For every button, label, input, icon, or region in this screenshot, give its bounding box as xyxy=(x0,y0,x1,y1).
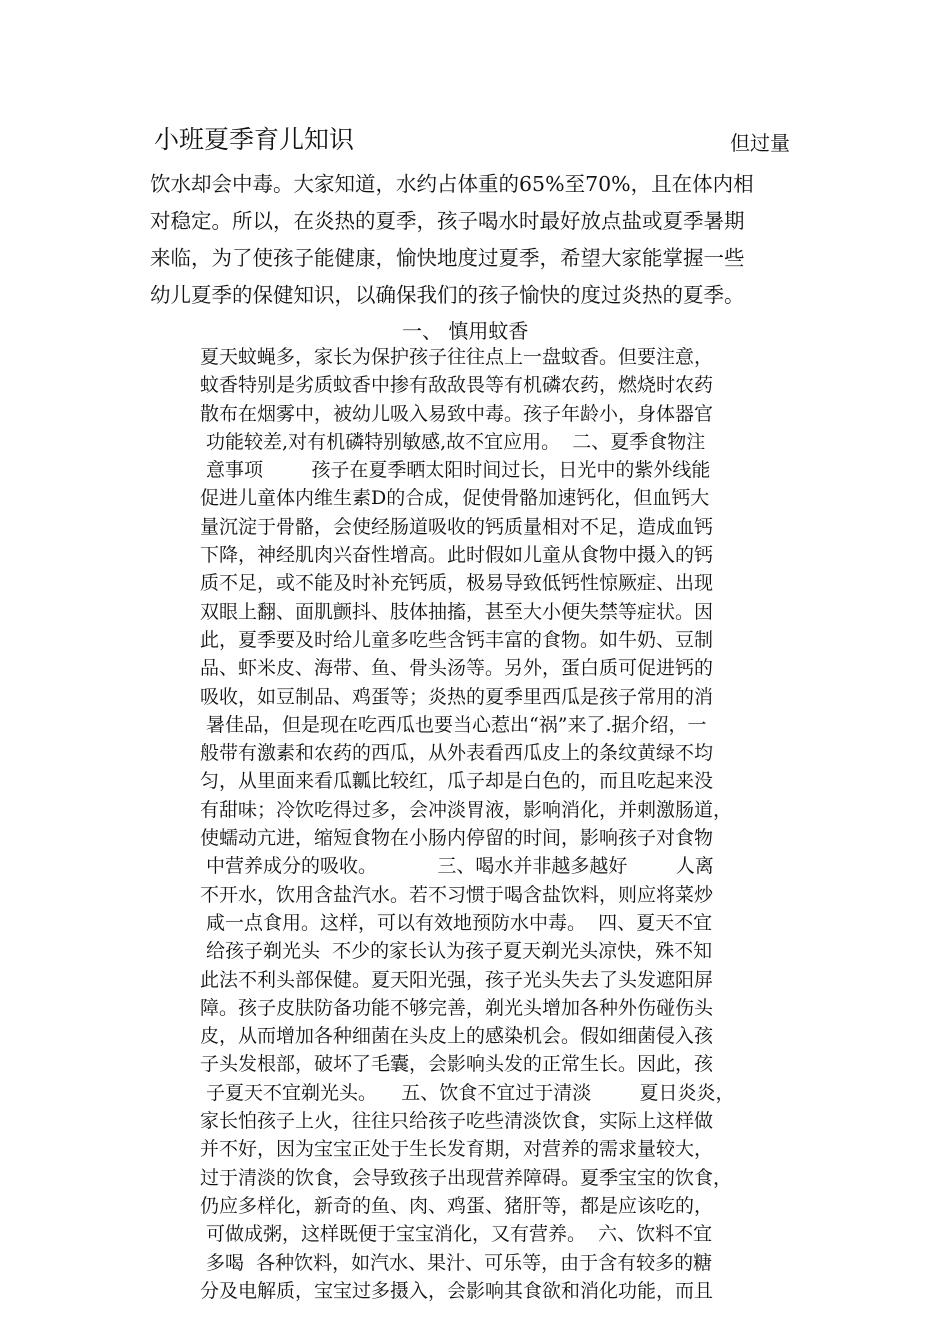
body-line: 中营养成分的吸收。 三、喝水并非越多越好 人离 xyxy=(200,855,714,878)
body-line: 散布在烟雾中，被幼儿吸入易致中毒。孩子年龄小，身体器官 xyxy=(200,402,714,425)
intro-line: 来临，为了使孩子能健康，愉快地度过夏季，希望大家能掌握一些 xyxy=(150,246,745,270)
intro-line: 对稳定。所以，在炎热的夏季，孩子喝水时最好放点盐或夏季暑期 xyxy=(150,209,745,233)
body-line: 子头发根部，破坏了毛囊，会影响头发的正常生长。因此，孩 xyxy=(200,1053,714,1076)
body-line: 暑佳品，但是现在吃西瓜也要当心惹出“祸”来了.据介绍，一 xyxy=(200,713,707,736)
body-line: 并不好，因为宝宝正处于生长发育期，对营养的需求量较大， xyxy=(200,1138,714,1161)
body-line: 质不足，或不能及时补充钙质，极易导致低钙性惊厥症、出现 xyxy=(200,572,714,595)
body-line: 此法不利头部保健。夏天阳光强，孩子光头失去了头发遮阳屏 xyxy=(200,968,714,991)
body-text xyxy=(200,343,820,1305)
document-title: 小班夏季育儿知识 xyxy=(154,125,355,154)
body-line: 般带有激素和农药的西瓜，从外表看西瓜皮上的条纹黄绿不均 xyxy=(200,742,714,765)
body-line: 吸收，如豆制品、鸡蛋等；炎热的夏季里西瓜是孩子常用的消 xyxy=(200,685,714,708)
body-line: 不开水，饮用含盐汽水。若不习惯于喝含盐饮料，则应将菜炒 xyxy=(200,883,714,906)
body-line: 多喝 各种饮料，如汽水、果汁、可乐等，由于含有较多的糖 xyxy=(200,1251,713,1274)
intro-line: 幼儿夏季的保健知识，以确保我们的孩子愉快的度过炎热的夏季。 xyxy=(150,283,745,307)
body-line: 使蠕动亢进，缩短食物在小肠内停留的时间，影响孩子对食物 xyxy=(200,827,714,850)
title-right-fragment: 但过量 xyxy=(730,131,790,155)
body-line: 蚊香特别是劣质蚊香中掺有敌敌畏等有机磷农药，燃烧时农药 xyxy=(200,374,714,397)
body-line: 皮，从而增加各种细菌在头皮上的感染机会。假如细菌侵入孩 xyxy=(200,1025,714,1048)
intro-line: 饮水却会中毒。大家知道，水约占体重的65%至70%，且在体内相 xyxy=(150,172,754,196)
body-line: 促进儿童体内维生素D的合成，促使骨骼加速钙化，但血钙大 xyxy=(200,487,710,510)
body-line: 家长怕孩子上火，往往只给孩子吃些清淡饮食，实际上这样做 xyxy=(200,1110,714,1133)
body-line: 匀，从里面来看瓜瓤比较红，瓜子却是白色的，而且吃起来没 xyxy=(200,770,714,793)
section-heading-mosquito-coil: 一、 慎用蚊香 xyxy=(402,319,529,343)
body-line: 功能较差,对有机磷特别敏感,故不宜应用。 二、夏季食物注 xyxy=(200,430,706,453)
body-line: 此，夏季要及时给儿童多吃些含钙丰富的食物。如牛奶、豆制 xyxy=(200,628,714,651)
body-line: 可做成粥，这样既便于宝宝消化，又有营养。 六、饮料不宜 xyxy=(200,1223,713,1246)
body-line: 咸一点食用。这样，可以有效地预防水中毒。 四、夏天不宜 xyxy=(200,911,713,934)
intro-paragraph xyxy=(150,166,810,314)
body-line: 子夏天不宜剃光头。 五、饮食不宜过于清淡 夏日炎炎， xyxy=(200,1081,735,1104)
body-line: 品、虾米皮、海带、鱼、骨头汤等。另外，蛋白质可促进钙的 xyxy=(200,657,714,680)
body-line: 下降，神经肌肉兴奋性增高。此时假如儿童从食物中摄入的钙 xyxy=(200,544,714,567)
body-line: 夏天蚊蝇多，家长为保护孩子往往点上一盘蚊香。但要注意， xyxy=(200,346,714,368)
body-line: 量沉淀于骨骼，会使经肠道吸收的钙质量相对不足，造成血钙 xyxy=(200,515,714,538)
body-line: 仍应多样化，新奇的鱼、肉、鸡蛋、猪肝等，都是应该吃的， xyxy=(200,1194,714,1217)
body-line: 给孩子剃光头 不少的家长认为孩子夏天剃光头凉快，殊不知 xyxy=(200,940,713,963)
body-line: 分及电解质，宝宝过多摄入，会影响其食欲和消化功能，而且 xyxy=(200,1279,714,1302)
body-line: 意事项 孩子在夏季晒太阳时间过长，日光中的紫外线能 xyxy=(200,459,711,482)
body-line: 过于清淡的饮食，会导致孩子出现营养障碍。夏季宝宝的饮食， xyxy=(200,1166,733,1189)
body-line: 有甜味；冷饮吃得过多，会冲淡胃液，影响消化，并刺激肠道， xyxy=(200,798,733,821)
body-line: 双眼上翻、面肌颤抖、肢体抽搐，甚至大小便失禁等症状。因 xyxy=(200,600,714,623)
body-line: 障。孩子皮肤防备功能不够完善，剃光头增加各种外伤碰伤头 xyxy=(200,996,714,1019)
